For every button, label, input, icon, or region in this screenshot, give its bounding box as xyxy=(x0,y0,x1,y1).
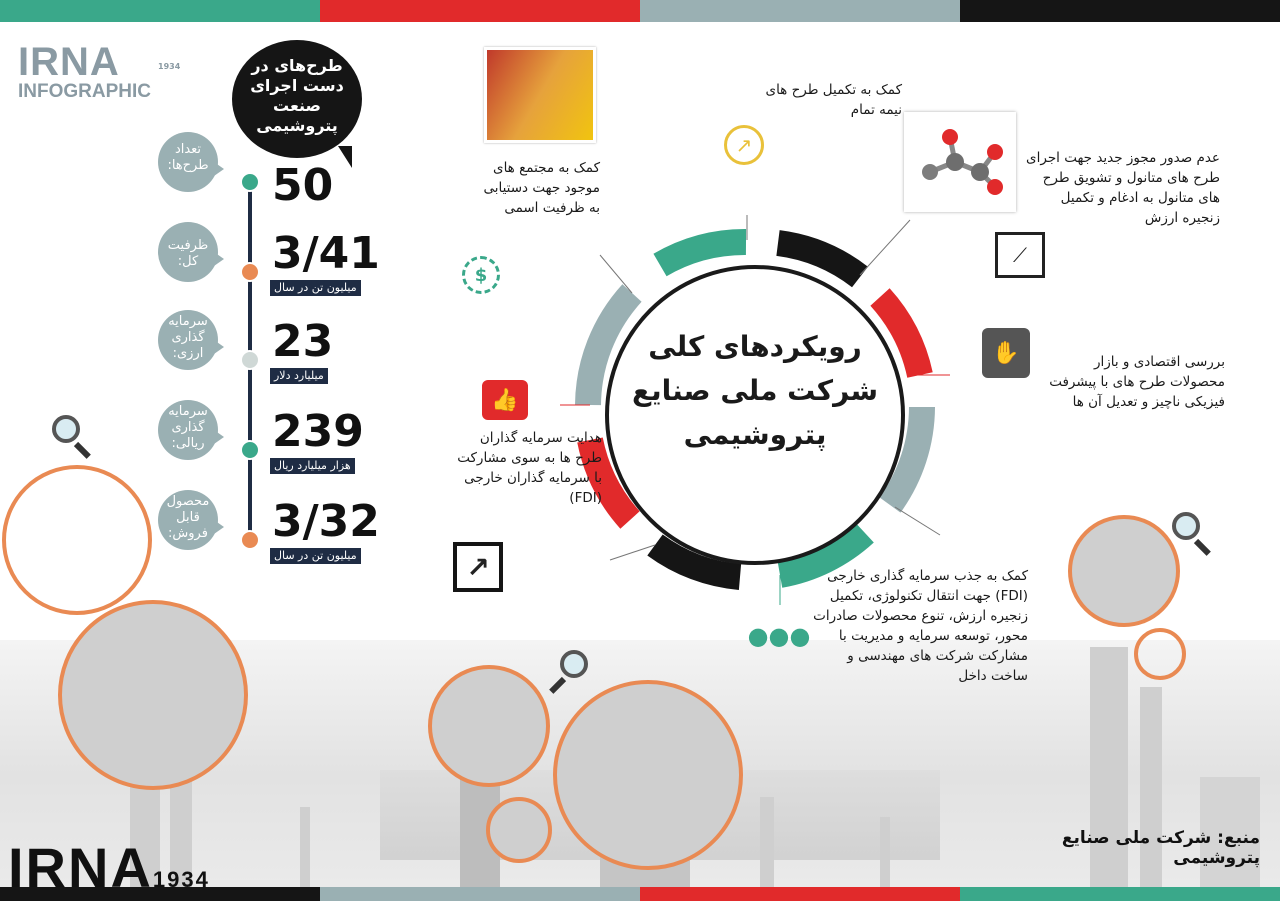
connector-line xyxy=(895,507,940,535)
photo-ring xyxy=(1134,628,1186,680)
stat-value: 239 xyxy=(272,406,364,457)
stat-tag: تعداد طرح‌ها: xyxy=(158,132,218,192)
chart-board-icon: ⟋ xyxy=(995,232,1045,278)
irna-logo xyxy=(18,40,181,103)
stat-unit: میلیون تن در سال xyxy=(270,280,361,296)
timeline-dot xyxy=(240,440,260,460)
timeline-dot xyxy=(240,262,260,282)
stat-value: 3/32 xyxy=(272,496,380,547)
magnifier-icon xyxy=(52,415,92,455)
stat-unit: میلیون تن در سال xyxy=(270,548,361,564)
stat-unit: هزار میلیارد ریال xyxy=(270,458,355,474)
logo-word: IRNA xyxy=(18,40,120,84)
timeline-dot xyxy=(240,350,260,370)
molecule-icon xyxy=(910,122,1010,202)
top-bar-teal xyxy=(0,0,320,22)
approach-text: کمک به مجتمع های موجود جهت دستیابی به ظرفیت اسمی xyxy=(483,160,600,216)
center-title: رویکردهای کلی شرکت ملی صنایع پتروشیمی xyxy=(631,330,879,451)
stat-tag: سرمایه گذاری ریالی: xyxy=(158,400,218,460)
photo-ring xyxy=(1068,515,1180,627)
stat-value: 50 xyxy=(272,160,334,211)
thumbs-up-icon: 👍 xyxy=(482,380,528,420)
stat-value: 3/41 xyxy=(272,228,380,279)
top-bar-gray xyxy=(640,0,960,22)
photo-ring xyxy=(553,680,743,870)
tower xyxy=(300,807,310,887)
team-icon: ●●● xyxy=(747,622,811,650)
tower xyxy=(760,797,774,887)
stat-tag: سرمایه گذاری ارزی: xyxy=(158,310,218,370)
connector-line xyxy=(860,220,910,275)
bottom-bar-teal xyxy=(960,887,1280,901)
growth-icon: ↗ xyxy=(724,125,764,165)
top-bar-red xyxy=(320,0,640,22)
source-text: منبع: شرکت ملی صنایع پتروشیمی xyxy=(1061,828,1260,868)
magnifier-icon xyxy=(548,650,588,690)
connector-line xyxy=(600,255,632,293)
bottom-logo-year: 1934 xyxy=(152,867,210,892)
magnifier-icon xyxy=(1172,512,1212,552)
tower xyxy=(880,817,890,887)
arc-teal xyxy=(660,242,746,265)
top-bar-black xyxy=(960,0,1280,22)
bottom-logo-word: IRNA xyxy=(8,836,153,899)
timeline-dot xyxy=(240,530,260,550)
connector-line xyxy=(610,545,655,560)
logo-year: 1934 xyxy=(158,62,181,71)
money-hand-icon: ✋ xyxy=(982,328,1030,378)
timeline-dot xyxy=(240,172,260,192)
approach-text: کمک به تکمیل طرح های نیمه تمام xyxy=(765,82,902,118)
stat-unit: میلیارد دلار xyxy=(270,368,328,384)
bottom-irna-logo xyxy=(8,836,210,901)
approach-text: عدم صدور مجوز جدید جهت اجرای طرح های متانول و تشویق طرح های متانول به ادغام و تکمیل زنجیره ارزش xyxy=(1026,150,1220,226)
share-icon: ↗ xyxy=(453,542,503,592)
stat-tag: ظرفیت کل: xyxy=(158,222,218,282)
top-color-bar xyxy=(0,0,1280,22)
logo-subtitle: INFOGRAPHIC xyxy=(18,81,151,102)
bottom-bar-red xyxy=(640,887,960,901)
pellets-image xyxy=(484,47,596,143)
headline-bubble: طرح‌های در دست اجرای صنعت پتروشیمی xyxy=(232,40,362,158)
photo-ring xyxy=(58,600,248,790)
photo-ring xyxy=(428,665,550,787)
stat-value: 23 xyxy=(272,316,334,367)
photo-ring xyxy=(486,797,552,863)
dollar-cycle-icon: $ xyxy=(462,256,500,294)
approach-text: بررسی اقتصادی و بازار محصولات طرح های با پیشرفت فیزیکی ناچیز و تعدیل آن ها xyxy=(1049,354,1225,410)
bottom-bar-gray xyxy=(320,887,640,901)
approach-text: هدایت سرمایه گذاران طرح ها به سوی مشارکت با سرمایه گذاران خارجی (FDI) xyxy=(457,430,602,506)
stat-tag: محصول قابل فروش: xyxy=(158,490,218,550)
photo-ring xyxy=(2,465,152,615)
molecule-image xyxy=(904,112,1016,212)
approach-text: کمک به جذب سرمایه گذاری خارجی (FDI) جهت انتقال تکنولوژی، تکمیل زنجیره ارزش، تنوع محصولات صادرات محور، توسعه سرمایه و مدیریت با مشارکت شرکت های مهندسی و ساخت داخل xyxy=(813,568,1028,684)
